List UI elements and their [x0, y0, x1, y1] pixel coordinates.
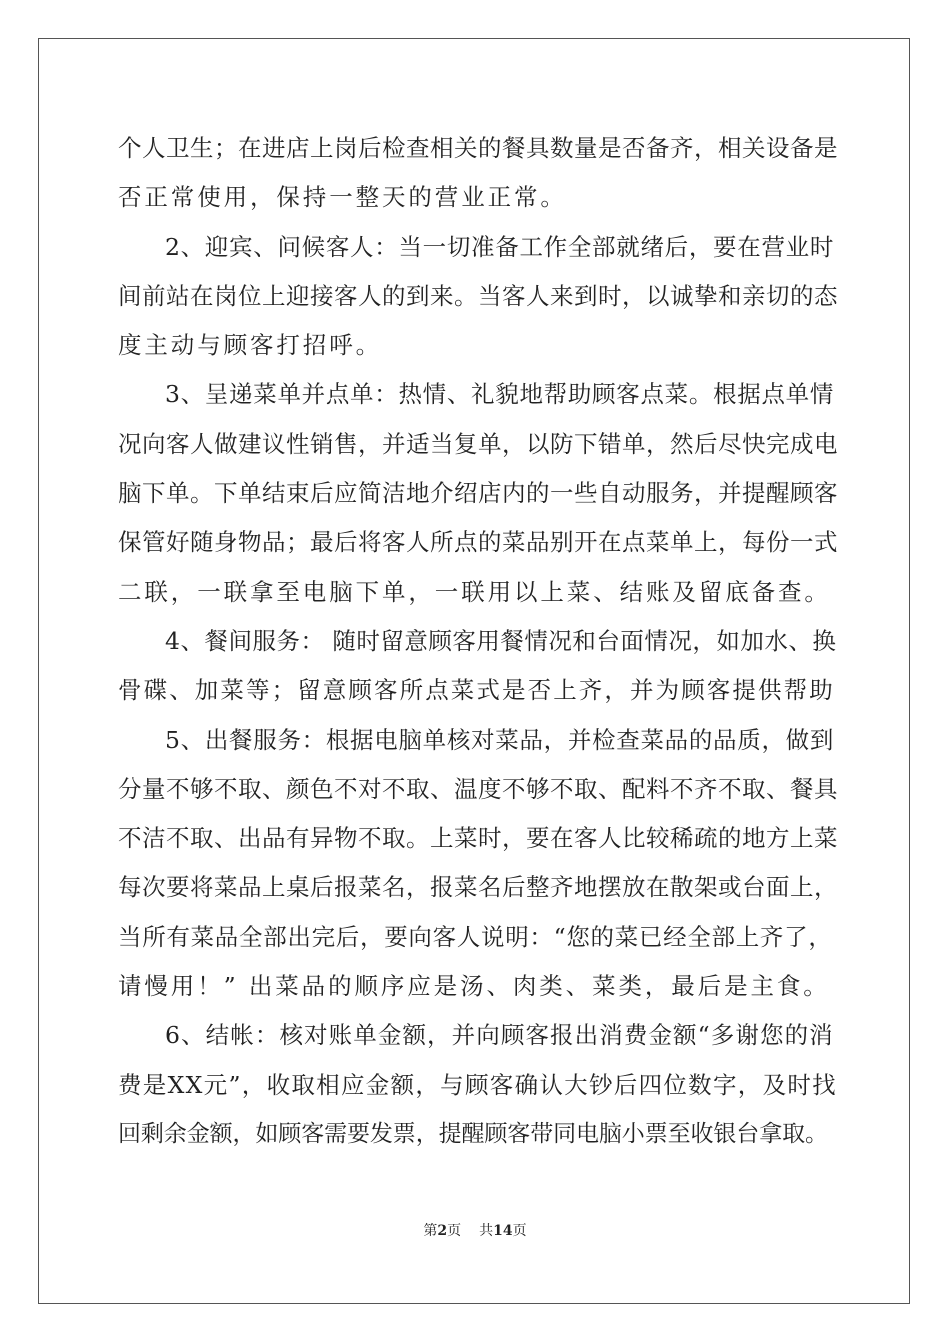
page-number: 2 — [437, 1223, 448, 1239]
text-line: 脑下单。下单结束后应简洁地介绍店内的一些自动服务，并提醒顾客 — [118, 479, 838, 508]
text-line: 度主动与顾客打招呼。 — [118, 331, 382, 360]
text-line: 二联，一联拿至电脑下单，一联用以上菜、结账及留底备查。 — [118, 577, 831, 606]
page-label-suffix: 页 — [447, 1223, 462, 1239]
total-label-suffix: 页 — [512, 1223, 527, 1239]
page-label-prefix: 第 — [423, 1223, 438, 1239]
text-line: 请慢用！” 出菜品的顺序应是汤、肉类、菜类，最后是主食。 — [118, 972, 830, 1001]
total-pages: 14 — [493, 1223, 513, 1239]
text-line: 每次要将菜品上桌后报菜名，报菜名后整齐地摆放在散架或台面上， — [118, 873, 838, 902]
text-line: 分量不够不取、颜色不对不取、温度不够不取、配料不齐不取、餐具 — [118, 774, 838, 803]
page-footer — [0, 1220, 950, 1240]
text-line: 保管好随身物品；最后将客人所点的菜品别开在点菜单上，每份一式 — [118, 528, 838, 557]
text-line: 骨碟、加菜等；留意顾客所点菜式是否上齐，并为顾客提供帮助 — [118, 676, 835, 705]
text-line: 个人卫生；在进店上岗后检查相关的餐具数量是否备齐，相关设备是 — [118, 134, 838, 162]
document-body — [118, 124, 838, 1159]
paragraph-start-line: 4、餐间服务： 随时留意顾客用餐情况和台面情况，如加水、换 — [165, 626, 837, 655]
text-line: 当所有菜品全部出完后，要向客人说明：“您的菜已经全部上齐了， — [118, 922, 833, 951]
text-line: 费是XX元”，收取相应金额，与顾客确认大钞后四位数字，及时找 — [118, 1070, 837, 1099]
text-line: 回剩余金额，如顾客需要发票，提醒顾客带同电脑小票至收银台拿取。 — [118, 1120, 828, 1147]
text-line: 况向客人做建议性销售，并适当复单，以防下错单，然后尽快完成电 — [118, 429, 838, 458]
text-line: 不洁不取、出品有异物不取。上菜时，要在客人比较稀疏的地方上菜 — [118, 824, 838, 853]
paragraph-start-line: 6、结帐：核对账单金额，并向顾客报出消费金额“多谢您的消 — [165, 1021, 834, 1050]
paragraph-start-line: 2、迎宾、问候客人：当一切准备工作全部就绪后，要在营业时 — [165, 232, 835, 261]
text-line: 否正常使用，保持一整天的营业正常。 — [118, 183, 567, 212]
paragraph-start-line: 5、出餐服务：根据电脑单核对菜品，并检查菜品的品质，做到 — [165, 725, 835, 754]
text-line: 间前站在岗位上迎接客人的到来。当客人来到时，以诚挚和亲切的态 — [118, 281, 838, 310]
total-label-prefix: 共 — [479, 1223, 494, 1239]
paragraph-start-line: 3、呈递菜单并点单：热情、礼貌地帮助顾客点菜。根据点单情 — [165, 380, 835, 409]
